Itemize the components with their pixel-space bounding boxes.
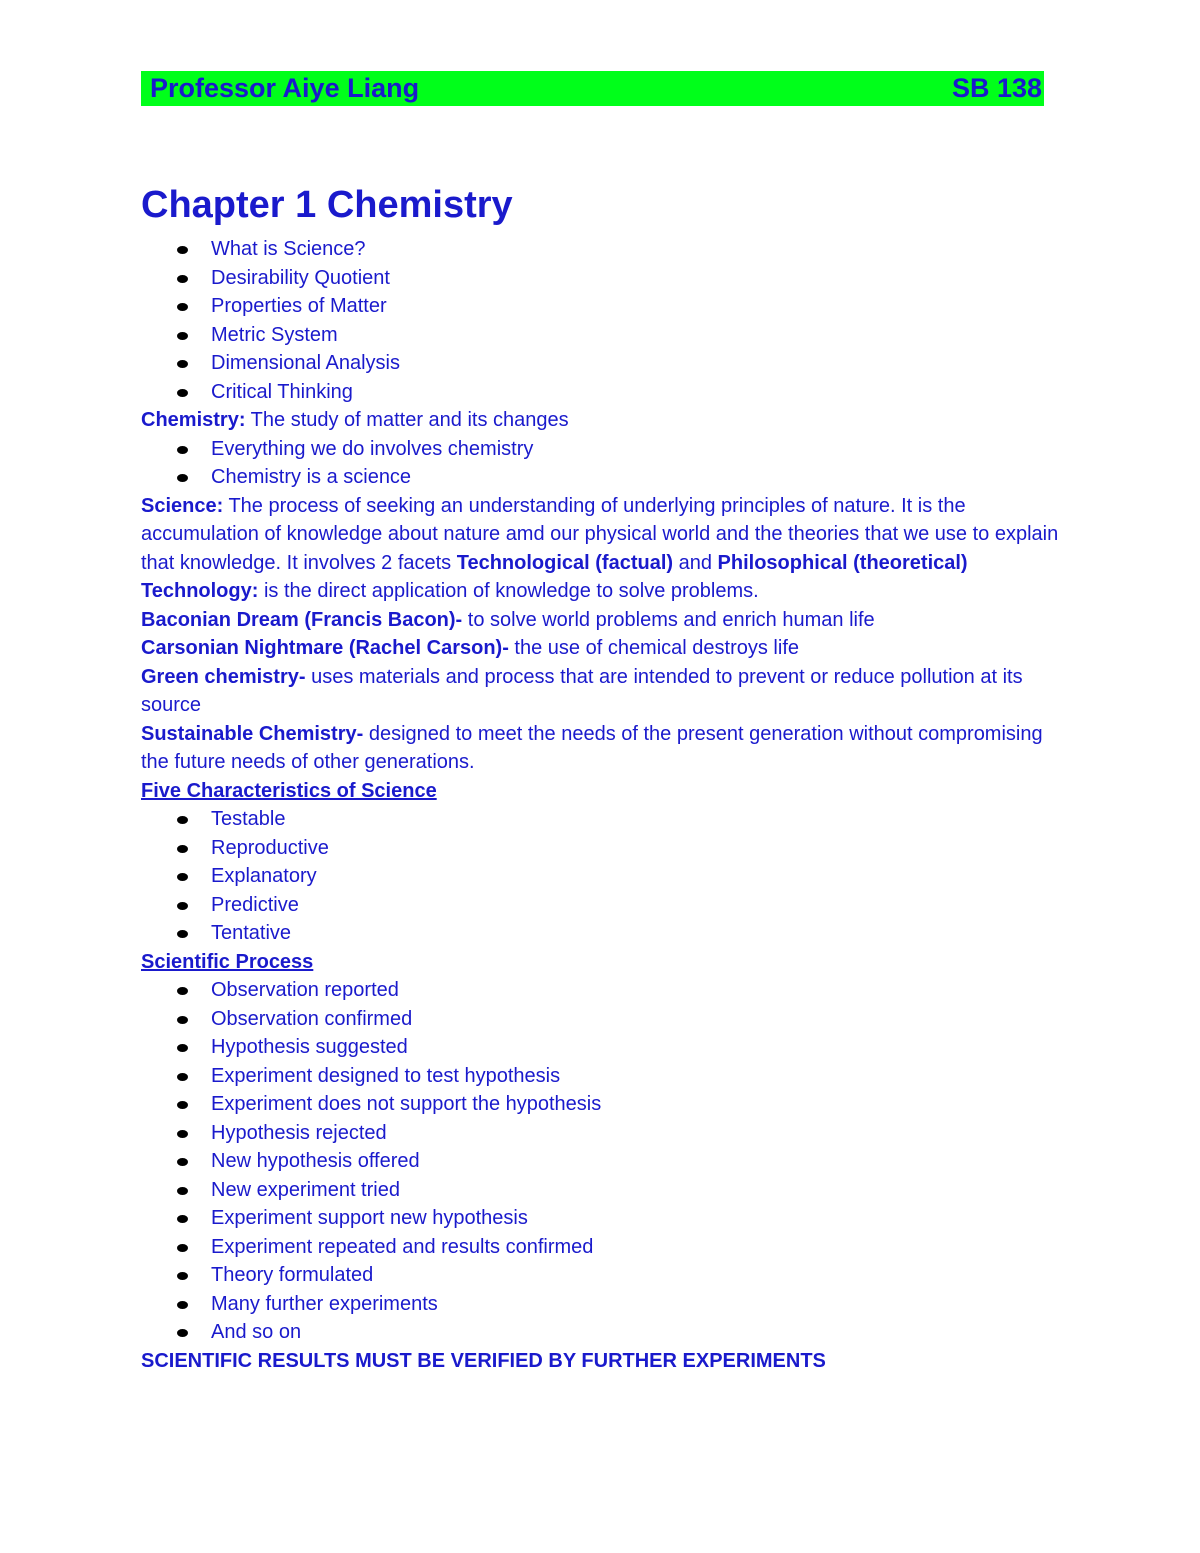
bullet-icon — [177, 1016, 188, 1024]
bullet-icon — [177, 902, 188, 910]
list-item: Properties of Matter — [141, 292, 1061, 321]
list-item: Hypothesis rejected — [141, 1119, 1061, 1148]
list-item: Dimensional Analysis — [141, 349, 1061, 378]
sustainable-chemistry-definition: Sustainable Chemistry- designed to meet the needs of the present generation without compromising the future needs of other generations. — [141, 722, 1043, 773]
process-list — [141, 976, 1061, 1347]
list-item: Experiment does not support the hypothesis — [141, 1090, 1061, 1119]
bullet-icon — [177, 1329, 188, 1337]
list-item: Tentative — [141, 919, 1061, 948]
baconian-definition: Baconian Dream (Francis Bacon)- to solve world problems and enrich human life — [141, 608, 875, 631]
chemistry-term: Chemistry: — [141, 409, 246, 431]
science-term: Science: — [141, 494, 224, 517]
list-item: Many further experiments — [141, 1290, 1061, 1319]
bullet-icon — [177, 1215, 188, 1223]
professor-name: Professor Aiye Liang — [150, 73, 420, 103]
bullet-icon — [177, 1073, 188, 1081]
list-item: What is Science? — [141, 235, 1061, 264]
list-item: Critical Thinking — [141, 378, 1061, 407]
bullet-icon — [177, 1272, 188, 1280]
bullet-icon — [177, 845, 188, 853]
list-item: Experiment designed to test hypothesis — [141, 1062, 1061, 1091]
bullet-icon — [177, 275, 188, 283]
list-item: Experiment repeated and results confirmed — [141, 1233, 1061, 1262]
bullet-icon — [177, 816, 188, 824]
bullet-icon — [177, 930, 188, 938]
bullet-icon — [177, 246, 188, 254]
bullet-icon — [177, 1301, 188, 1309]
chemistry-definition: Chemistry: The study of matter and its changes — [141, 409, 569, 431]
bullet-icon — [177, 873, 188, 881]
list-item: Everything we do involves chemistry — [141, 435, 1061, 464]
bullet-icon — [177, 987, 188, 995]
list-item: Observation confirmed — [141, 1005, 1061, 1034]
list-item: Theory formulated — [141, 1261, 1061, 1290]
room-number: SB 138 — [951, 73, 1042, 103]
list-item: Experiment support new hypothesis — [141, 1204, 1061, 1233]
bullet-icon — [177, 1187, 188, 1195]
bullet-icon — [177, 474, 188, 482]
list-item: Explanatory — [141, 862, 1061, 891]
list-item: Predictive — [141, 891, 1061, 920]
bullet-icon — [177, 1244, 188, 1252]
green-chemistry-definition: Green chemistry- uses materials and process that are intended to prevent or reduce pollution at its source — [141, 665, 1023, 716]
bullet-icon — [177, 389, 188, 397]
conclusion: SCIENTIFIC RESULTS MUST BE VERIFIED BY FURTHER EXPERIMENTS — [141, 1349, 826, 1372]
list-item: Chemistry is a science — [141, 463, 1061, 492]
bullet-icon — [177, 1044, 188, 1052]
characteristics-list — [141, 805, 1061, 948]
list-item: Reproductive — [141, 834, 1061, 863]
chemistry-points-list — [141, 435, 1061, 492]
list-item: New experiment tried — [141, 1176, 1061, 1205]
bullet-icon — [177, 332, 188, 340]
list-item: New hypothesis offered — [141, 1147, 1061, 1176]
technology-definition: Technology: is the direct application of knowledge to solve problems. — [141, 580, 759, 602]
document-page — [141, 71, 1061, 1372]
process-heading: Scientific Process — [141, 950, 314, 973]
page-title: Chapter 1 Chemistry — [141, 184, 513, 226]
characteristics-heading: Five Characteristics of Science — [141, 779, 437, 802]
topics-list — [141, 235, 1061, 406]
bullet-icon — [177, 360, 188, 368]
science-definition: Science: The process of seeking an understanding of underlying principles of nature. It is the accumulation of knowledge about nature amd our physical world and the theories that we use to explain that knowledge. It involves 2 facets Technological (factual) and Philosophical (theoretical) — [141, 494, 1059, 574]
list-item: Hypothesis suggested — [141, 1033, 1061, 1062]
list-item: Metric System — [141, 321, 1061, 350]
bullet-icon — [177, 1101, 188, 1109]
list-item: Observation reported — [141, 976, 1061, 1005]
list-item: And so on — [141, 1318, 1061, 1347]
bullet-icon — [177, 1158, 188, 1166]
bullet-icon — [177, 1130, 188, 1138]
content — [141, 235, 1061, 1375]
carsonian-definition: Carsonian Nightmare (Rachel Carson)- the use of chemical destroys life — [141, 637, 799, 659]
header-bar — [141, 71, 1044, 106]
list-item: Testable — [141, 805, 1061, 834]
bullet-icon — [177, 303, 188, 311]
bullet-icon — [177, 446, 188, 454]
list-item: Desirability Quotient — [141, 264, 1061, 293]
